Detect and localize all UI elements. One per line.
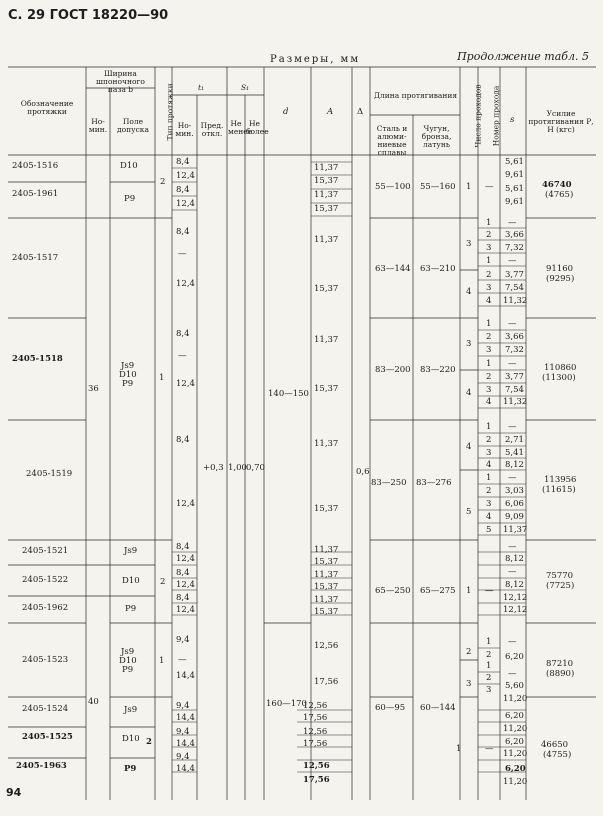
pass-no-value: 2 (486, 332, 492, 342)
h-value: 8,4 (176, 568, 190, 578)
h-value: 12,4 (176, 499, 195, 509)
s1-min: 1,00 (228, 463, 247, 473)
A-value: 15,37 (314, 504, 339, 514)
A-value: 15,37 (314, 607, 339, 617)
s-value: 3,66 (505, 332, 524, 342)
tolerance: P9 (122, 379, 134, 389)
col-A: A (327, 107, 334, 117)
s-value: — (508, 637, 517, 647)
h-value: 8,4 (176, 542, 190, 552)
pass-no-value: 5 (486, 525, 492, 535)
tolerance: P9 (125, 604, 137, 614)
pass-no-value: 1 (486, 256, 492, 266)
s-value: — (508, 567, 517, 577)
length-steel: 55—100 (375, 182, 411, 192)
col-s: s (510, 115, 515, 125)
designation: 2405-1963 (16, 761, 67, 771)
pass-no-value: 4 (486, 512, 492, 522)
h-value: 14,4 (176, 713, 195, 723)
table-continuation-note: Продолжение табл. 5 (457, 50, 589, 63)
col-d: d (283, 107, 289, 117)
designation: 2405-1522 (22, 575, 69, 585)
tolerance: P9 (124, 194, 136, 204)
h-value: 12,4 (176, 199, 195, 209)
s-value: — (508, 256, 517, 266)
pass-no-value: 1 (486, 218, 492, 228)
length-steel: 63—144 (375, 264, 411, 274)
col-width-group: Ширина шпоночного паза b (96, 69, 145, 94)
tolerance: P9 (122, 665, 134, 675)
h-value: 9,4 (176, 701, 190, 711)
tolerance: Js9 (121, 647, 135, 657)
pass-no-value: 3 (486, 243, 492, 253)
tolerance: Js9 (124, 705, 138, 715)
length-iron: 83—220 (420, 365, 456, 375)
s-value: 6,20 (505, 711, 524, 721)
length-steel: 65—250 (375, 586, 411, 596)
s-value: — (508, 218, 517, 228)
col-length-group: Длина протягивания (373, 91, 458, 100)
force-value: 91160 (546, 264, 574, 274)
A-value: 11,37 (314, 570, 339, 580)
tolerance: D10 (122, 734, 140, 744)
s-value: 8,12 (505, 580, 524, 590)
designation: 2405-1961 (12, 189, 59, 199)
type-value: 2 (146, 737, 152, 747)
designation: 2405-1521 (22, 546, 69, 556)
force-kgs: (7725) (546, 581, 575, 591)
h-value: 12,4 (176, 580, 195, 590)
col-designation: Обозначение протяжки (20, 99, 74, 116)
A-value: 15,37 (314, 557, 339, 567)
s-value: 11,20 (503, 694, 528, 704)
A-value: 11,37 (314, 335, 339, 345)
s-value: 11,20 (503, 724, 528, 734)
d-value: 140—150 (268, 389, 309, 399)
delta-value: 0,6 (356, 467, 370, 477)
pass-no-value: 3 (486, 499, 492, 509)
force-value: 46740 (542, 180, 572, 190)
type-value: 1 (159, 373, 165, 383)
s-value: 7,54 (505, 283, 524, 293)
length-iron: 55—160 (420, 182, 456, 192)
page-number: 94 (6, 786, 22, 799)
h-value: — (178, 249, 187, 259)
h-value: 8,4 (176, 593, 190, 603)
length-steel: 83—250 (371, 478, 407, 488)
h-value: 8,4 (176, 227, 190, 237)
pass-no-value: 2 (486, 673, 492, 683)
force-kgs: (11615) (542, 485, 576, 495)
tolerance: D10 (120, 161, 138, 171)
s-value: — (508, 319, 517, 329)
h-value: 9,4 (176, 635, 190, 645)
col-type: Тип протяжки (165, 83, 175, 141)
h-value: 8,4 (176, 157, 190, 167)
passes-value: 2 (466, 647, 472, 657)
designation: 2405-1524 (22, 704, 69, 714)
passes-value: 1 (466, 586, 472, 596)
tolerance: Js9 (121, 361, 135, 371)
col-t1: t₁ (197, 83, 205, 92)
s-value: 9,61 (505, 170, 524, 180)
col-delta: Δ (357, 107, 364, 117)
h-value: 8,4 (176, 185, 190, 195)
h-value: — (178, 351, 187, 361)
s-value: 7,32 (505, 345, 524, 355)
pass-no-value: 3 (486, 345, 492, 355)
pass-no-value: 2 (486, 230, 492, 240)
s-value: 11,32 (503, 296, 528, 306)
A-value: 12,56 (303, 701, 328, 711)
A-value: 11,37 (314, 163, 339, 173)
A-value: 17,56 (314, 677, 339, 687)
length-iron: 63—210 (420, 264, 456, 274)
pass-no-value: 1 (486, 637, 492, 647)
s-value: 5,41 (505, 448, 524, 458)
col-iron: Чугун, бронза, латунь (421, 124, 452, 149)
A-value: 11,37 (314, 190, 339, 200)
pass-no-value: 1 (486, 422, 492, 432)
s-value: — (508, 669, 517, 679)
s-value: — (508, 422, 517, 432)
passes-value: 1 (456, 744, 462, 754)
s-value: 8,12 (505, 554, 524, 564)
pass-no-value: 3 (486, 448, 492, 458)
length-iron: 60—144 (420, 703, 456, 713)
pass-no-value: 1 (486, 359, 492, 369)
A-value: 12,56 (303, 727, 328, 737)
A-value: 11,37 (314, 235, 339, 245)
s-value: 11,37 (503, 525, 528, 535)
pass-no-value: 2 (486, 435, 492, 445)
nominal-width: 40 (88, 697, 99, 707)
force-kgs: (4755) (543, 750, 572, 760)
A-value: 17,56 (303, 739, 328, 749)
designation: 2405-1516 (12, 161, 59, 171)
pass-no-value: 2 (486, 372, 492, 382)
col-t1-deviation: Пред. откл. (200, 121, 224, 138)
pass-no-value: 1 (486, 661, 492, 671)
tolerance: D10 (119, 656, 137, 666)
pass-no-value: 4 (486, 460, 492, 470)
s-value: 6,06 (505, 499, 524, 509)
t1-deviation: +0,3 (203, 463, 224, 473)
h-value: 14,4 (176, 764, 195, 774)
h-value: 12,4 (176, 171, 195, 181)
A-value: 17,56 (303, 775, 330, 785)
col-s1-min: Не менее (228, 119, 253, 136)
s-value: 11,20 (503, 749, 528, 759)
h-value: 12,4 (176, 379, 195, 389)
s-value: 7,32 (505, 243, 524, 253)
s-value: — (508, 473, 517, 483)
col-t1-nominal: Но-мин. (175, 121, 194, 138)
passes-value: 5 (466, 507, 472, 517)
force-value: 75770 (546, 571, 574, 581)
col-s1: S₁ (241, 83, 250, 92)
A-value: 12,56 (303, 761, 330, 771)
s1-max: 0,70 (246, 463, 265, 473)
A-value: 11,37 (314, 595, 339, 605)
col-passes: Число проходов (473, 84, 483, 148)
col-steel: Сталь и алюми-ниевые сплавы (376, 124, 408, 157)
type-value: 2 (160, 577, 166, 587)
pass-no-value: 3 (486, 385, 492, 395)
s-value: — (508, 359, 517, 369)
designation: 2405-1519 (26, 469, 73, 479)
force-value: 46650 (541, 740, 569, 750)
h-value: 12,4 (176, 605, 195, 615)
s-value: 2,71 (505, 435, 524, 445)
designation: 2405-1523 (22, 655, 69, 665)
passes-value: 3 (466, 239, 472, 249)
length-steel: 83—200 (375, 365, 411, 375)
h-value: 8,4 (176, 435, 190, 445)
s-value: 6,20 (505, 652, 524, 662)
pass-no-value: 4 (486, 397, 492, 407)
pass-no-value: 1 (486, 473, 492, 483)
passes-value: 3 (466, 679, 472, 689)
col-tolerance: Поле допуска (117, 117, 149, 134)
s-value: 8,12 (505, 460, 524, 470)
force-value: 113956 (544, 475, 577, 485)
s-value: 6,20 (505, 737, 524, 747)
col-nominal: Но-мин. (88, 117, 108, 134)
passes-value: 4 (466, 442, 472, 452)
s-value: 3,66 (505, 230, 524, 240)
tolerance: D10 (119, 370, 137, 380)
pass-no-value: 1 (486, 319, 492, 329)
A-value: 15,37 (314, 582, 339, 592)
s-value: 3,77 (505, 270, 524, 280)
designation: 2405-1518 (12, 354, 63, 364)
nominal-width: 36 (88, 384, 99, 394)
s-value: 12,12 (503, 605, 528, 615)
designation: 2405-1525 (22, 732, 73, 742)
designation: 2405-1517 (12, 253, 59, 263)
A-value: 17,56 (303, 713, 328, 723)
A-value: 11,37 (314, 439, 339, 449)
force-kgs: (9295) (546, 274, 575, 284)
pass-no-value: — (485, 586, 494, 596)
pass-no-value: 3 (486, 283, 492, 293)
s-value: 5,60 (505, 681, 524, 691)
length-steel: 60—95 (375, 703, 406, 713)
A-value: 15,37 (314, 284, 339, 294)
s-value: — (508, 542, 517, 552)
length-iron: 83—276 (416, 478, 452, 488)
force-kgs: (8890) (546, 669, 575, 679)
A-value: 15,37 (314, 204, 339, 214)
tolerance: Js9 (124, 546, 138, 556)
s-value: 12,12 (503, 593, 528, 603)
tolerance: D10 (122, 576, 140, 586)
type-value: 2 (160, 177, 166, 187)
pass-no-value: 4 (486, 296, 492, 306)
s-value: 11,20 (503, 777, 528, 787)
pass-no-value: 2 (486, 270, 492, 280)
col-pass-no: Номер прохода (491, 85, 501, 147)
s-value: 7,54 (505, 385, 524, 395)
s-value: 3,03 (505, 486, 524, 496)
col-force: Усилие протягивания Р, Н (кгс) (528, 109, 594, 134)
length-iron: 65—275 (420, 586, 456, 596)
force-value: 87210 (546, 659, 574, 669)
d-value: 160—170 (266, 699, 307, 709)
h-value: — (178, 655, 187, 665)
A-value: 12,56 (314, 641, 339, 651)
s-value: 5,61 (505, 184, 524, 194)
s-value: 11,32 (503, 397, 528, 407)
s-value: 6,20 (505, 764, 526, 774)
pass-no-value: 2 (486, 486, 492, 496)
pass-no-value: 3 (486, 685, 492, 695)
passes-value: 4 (466, 287, 472, 297)
passes-value: 1 (466, 182, 472, 192)
s-value: 9,09 (505, 512, 524, 522)
passes-value: 4 (466, 388, 472, 398)
force-kgs: (11300) (542, 373, 576, 383)
A-value: 15,37 (314, 176, 339, 186)
passes-value: 3 (466, 339, 472, 349)
pass-no-value: — (485, 744, 494, 754)
A-value: 11,37 (314, 545, 339, 555)
tolerance: P9 (124, 764, 137, 774)
s-value: 9,61 (505, 197, 524, 207)
h-value: 9,4 (176, 752, 190, 762)
col-s1-max: Не более (246, 119, 269, 136)
pass-no-value: 2 (486, 650, 492, 660)
page-header: С. 29 ГОСТ 18220—90 (8, 8, 169, 23)
force-value: 110860 (544, 363, 577, 373)
h-value: 12,4 (176, 279, 195, 289)
A-value: 15,37 (314, 384, 339, 394)
pass-no-value: — (485, 182, 494, 192)
s-value: 3,77 (505, 372, 524, 382)
type-value: 1 (159, 656, 165, 666)
s-value: 5,61 (505, 157, 524, 167)
h-value: 14,4 (176, 739, 195, 749)
h-value: 12,4 (176, 554, 195, 564)
h-value: 14,4 (176, 671, 195, 681)
h-value: 8,4 (176, 329, 190, 339)
designation: 2405-1962 (22, 603, 69, 613)
dimensions-caption: Размеры, мм (270, 54, 361, 65)
force-kgs: (4765) (545, 190, 574, 200)
h-value: 9,4 (176, 727, 190, 737)
